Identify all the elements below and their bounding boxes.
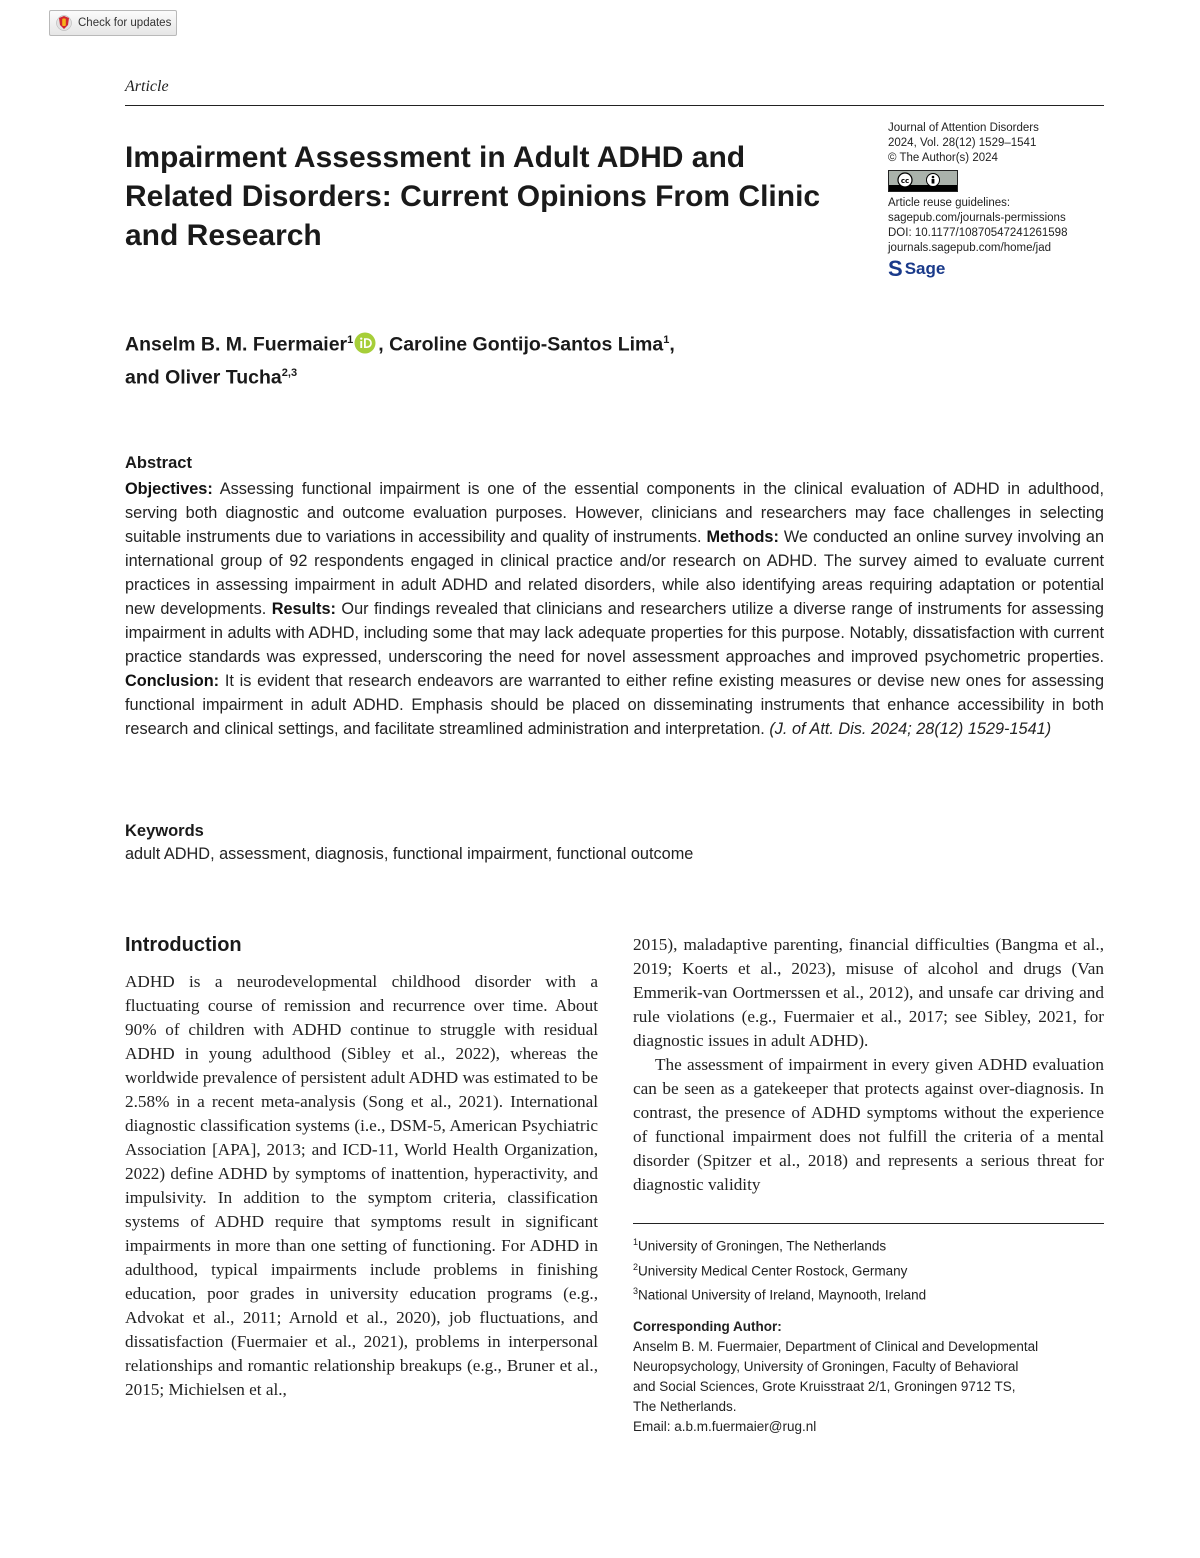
check-for-updates-button[interactable] (49, 10, 177, 36)
check-for-updates-label: Check for updates (78, 17, 172, 29)
corresponding-author-line: Anselm B. M. Fuermaier, Department of Clinical and Developmental (633, 1338, 1039, 1354)
header-rule (125, 105, 1104, 106)
affiliation-text: National University of Ireland, Maynooth, Ireland (638, 1287, 927, 1303)
author-affiliation-sup: 1 (347, 334, 354, 346)
abstract-citation: (J. of Att. Dis. 2024; 28(12) 1529-1541) (769, 720, 1052, 738)
sage-logo (888, 256, 1103, 281)
corresponding-author-heading: Corresponding Author: (633, 1318, 782, 1334)
results-text: Our findings revealed that clinicians and researchers utilize a diverse range of instruments for assessing impairment in adults with ADHD, including some that may lack adequate properties for this purpose. Notably, dissatisfaction with current practice standards was expressed, underscoring the need for novel assessment approaches and improved psychometric properties. (125, 600, 1104, 666)
author-name: and Oliver Tucha (125, 366, 282, 388)
corresponding-author-line: and Social Sciences, Grote Kruisstraat 2/1, Groningen 9712 TS, (633, 1378, 1016, 1394)
results-label: Results: (271, 600, 336, 618)
author-affiliation-sup: 1 (663, 334, 670, 346)
check-updates-icon (56, 15, 72, 31)
introduction-right-column (633, 933, 1104, 1197)
introduction-left-column: ADHD is a neurodevelopmental childhood disorder with a fluctuating course of remission and recurrence over time. About 90% of children with ADHD continue to struggle with residual ADHD in young adulthood (Sibley et al., 2022), whereas the worldwide prevalence of persistent adult ADHD was estimated to be 2.58% in a recent meta-analysis (Song et al., 2021). International diagnostic classification systems (i.e., DSM-5, American Psychiatric Association [APA], 2013; and ICD-11, World Health Organization, 2022) define ADHD by symptoms of inattention, hyperactivity, and impulsivity. In addition to the symptom criteria, classification systems of ADHD require that symptoms result in significant impairments in more than one setting of functioning. For ADHD in adulthood, typical impairments include problems in finishing education, poor grades in university education programs (e.g., Advokat et al., 2011; Arnold et al., 2020), job fluctuations, and dissatisfaction (Fuermaier et al., 2021), problems in interpersonal relationships and romantic relationship breakups (e.g., Bruner et al., 2015; Michielsen et al., (125, 972, 598, 1399)
author-name: Anselm B. M. Fuermaier (125, 333, 348, 356)
methods-text: We conducted an online survey involving an international group of 92 respondents engaged in clinical practice and/or research on ADHD. The survey aimed to evaluate current practices in assessing impairment in adult ADHD and related disorders, while also identifying areas requiring adaptation or potential new developments. (125, 528, 1104, 618)
affiliation-line (633, 1257, 1104, 1282)
article-title: Impairment Assessment in Adult ADHD and Related Disorders: Current Opinions From Clinic and Research (125, 141, 821, 252)
affiliation-line (633, 1281, 1104, 1306)
author-affiliation-sup: 2,3 (281, 366, 298, 379)
copyright-notice: © The Author(s) 2024 (888, 152, 998, 164)
affiliation-text: University of Groningen, The Netherlands (638, 1238, 887, 1254)
conclusion-text: It is evident that research endeavors are warranted to either refine existing measures or devise new ones for assessing functional impairment in adult ADHD. Emphasis should be placed on disseminating instruments that enhance accessibility in both research and clinical settings, and facilitate streamlined administration and interpretation. (125, 672, 1104, 738)
journal-name: Journal of Attention Disorders (888, 122, 1039, 134)
affiliation-text: University Medical Center Rostock, Germany (638, 1263, 908, 1278)
journal-meta (888, 121, 1103, 281)
abstract-heading: Abstract (125, 454, 192, 472)
sage-logo-text: Sage (904, 259, 946, 278)
svg-text:cc: cc (900, 177, 910, 185)
introduction-heading: Introduction (125, 934, 242, 956)
keywords-heading: Keywords (125, 822, 204, 840)
author-separator: , (669, 333, 675, 356)
footnote-rule (633, 1223, 1104, 1224)
reuse-guidelines-link[interactable]: sagepub.com/journals-permissions (888, 212, 1066, 224)
author-list (125, 326, 845, 391)
corresponding-author-line: Neuropsychology, University of Groningen, Faculty of Behavioral (633, 1358, 1019, 1374)
reuse-guidelines-label: Article reuse guidelines: (888, 197, 1011, 209)
journal-volume: 2024, Vol. 28(12) 1529–1541 (888, 137, 1037, 149)
objectives-text: Assessing functional impairment is one of the essential components in the clinical evaluation of ADHD in adulthood, serving both diagnostic and outcome evaluation purposes. However, clinicians and researchers may face challenges in selecting suitable instruments due to variations in accessibility and quality of instruments. (125, 480, 1104, 546)
affiliation-number: 1 (633, 1237, 639, 1247)
body-paragraph: 2015), maladaptive parenting, financial difficulties (Bangma et al., 2019; Koerts et al., 2023), misuse of alcohol and drugs (Van Emmerik-van Oortmerssen et al., 2012), and unsafe car driving and rule violations (e.g., Fuermaier et al., 2017; see Sibley, 2021, for diagnostic issues in adult ADHD). (633, 935, 1104, 1050)
footnotes (633, 1232, 1104, 1437)
journal-home-link[interactable]: journals.sagepub.com/home/jad (888, 242, 1052, 254)
objectives-label: Objectives: (125, 480, 213, 498)
affiliation-number: 3 (633, 1286, 639, 1296)
author-name: , Caroline Gontijo-Santos Lima (378, 333, 664, 356)
article-type-label: Article (125, 78, 169, 95)
doi[interactable]: DOI: 10.1177/10870547241261598 (888, 227, 1068, 239)
affiliation-number: 2 (633, 1261, 639, 1272)
corresponding-author-line: The Netherlands. (633, 1398, 737, 1414)
keywords-list: adult ADHD, assessment, diagnosis, functional impairment, functional outcome (125, 845, 694, 863)
abstract-body (125, 477, 1104, 741)
cc-license-badge[interactable] (888, 170, 958, 192)
cc-by-icon (889, 171, 957, 191)
methods-label: Methods: (706, 528, 779, 546)
orcid-icon[interactable] (354, 332, 376, 354)
affiliation-line (633, 1232, 1104, 1257)
corresponding-author-email[interactable]: Email: a.b.m.fuermaier@rug.nl (633, 1418, 817, 1434)
body-paragraph: The assessment of impairment in every given ADHD evaluation can be seen as a gatekeeper that protects against over-diagnosis. In contrast, the presence of ADHD symptoms without the experience of functional impairment does not fulfill the criteria of a mental disorder (Spitzer et al., 2018) and represents a serious threat for diagnostic validity (633, 1055, 1104, 1194)
conclusion-label: Conclusion: (125, 672, 220, 690)
sage-logo-icon: S (888, 256, 903, 281)
